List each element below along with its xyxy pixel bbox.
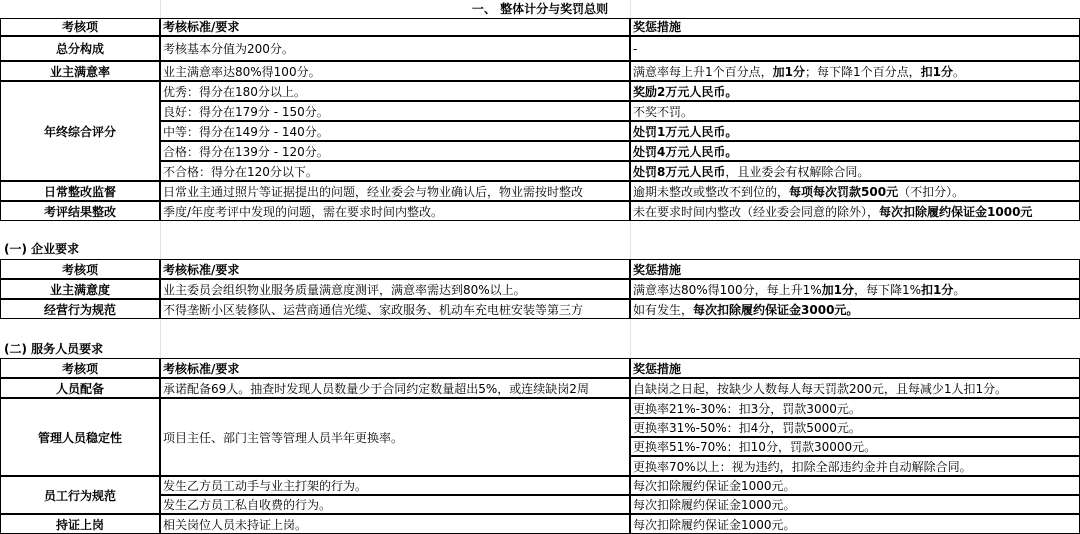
cell-measure[interactable]: 更换率31%-50%：扣4分，罚款5000元。	[630, 418, 1080, 437]
header-item[interactable]: 考核项	[0, 358, 160, 378]
cell-measure[interactable]	[630, 61, 1080, 81]
section-title-staff: (二) 服务人员要求	[4, 342, 104, 356]
measure-text: 逾期未整改或整改不到位的，	[633, 185, 790, 199]
cell-measure[interactable]: 更换率51%-70%：扣10分，罚款30000元。	[630, 437, 1080, 456]
cell-item[interactable]: 管理人员稳定性	[0, 398, 160, 476]
cell-standard[interactable]: 项目主任、部门主管等管理人员半年更换率。	[160, 398, 630, 476]
cell-standard[interactable]: 发生乙方员工私自收费的行为。	[160, 495, 630, 514]
measure-bold: 加1分	[821, 283, 854, 297]
measure-bold: 每次扣除履约保证金1000元	[879, 205, 1033, 219]
cell-measure[interactable]	[630, 181, 1080, 201]
cell-standard[interactable]: 发生乙方员工动手与业主打架的行为。	[160, 476, 630, 495]
header-standard[interactable]: 考核标准/要求	[160, 358, 630, 378]
cell-item[interactable]: 总分构成	[0, 36, 160, 61]
cell-item[interactable]: 考评结果整改	[0, 201, 160, 221]
header-measure[interactable]: 奖惩措施	[630, 259, 1080, 279]
cell-item[interactable]: 年终综合评分	[0, 81, 160, 181]
header-measure[interactable]: 奖惩措施	[630, 358, 1080, 378]
measure-text: 满意率达80%得100分，每上升1%	[633, 283, 822, 297]
measure-text: 如有发生，	[633, 303, 694, 317]
measure-bold: 每次扣除履约保证金3000元。	[693, 303, 859, 317]
cell-standard[interactable]: 合格：得分在139分 - 120分。	[160, 141, 630, 161]
measure-text: ，每下降1%	[853, 283, 922, 297]
measure-bold: 扣1分	[920, 65, 953, 79]
cell-item[interactable]: 员工行为规范	[0, 476, 160, 514]
cell-measure[interactable]	[630, 299, 1080, 319]
measure-bold: 加1分	[772, 65, 805, 79]
cell-measure[interactable]: 更换率70%以上：视为违约，扣除全部违约金并自动解除合同。	[630, 456, 1080, 476]
measure-text: 。	[953, 283, 966, 297]
measure-text: ；每下降1个百分点，	[805, 65, 921, 79]
cell-standard[interactable]: 考核基本分值为200分。	[160, 36, 630, 61]
cell-measure[interactable]: 每次扣除履约保证金1000元。	[630, 495, 1080, 514]
header-item[interactable]: 考核项	[0, 18, 160, 36]
cell-standard[interactable]: 季度/年度考评中发现的问题，需在要求时间内整改。	[160, 201, 630, 221]
measure-text: 未在要求时间内整改（经业委会同意的除外），	[633, 205, 880, 219]
cell-item[interactable]: 人员配备	[0, 378, 160, 398]
cell-measure[interactable]: 每次扣除履约保证金1000元。	[630, 514, 1080, 534]
measure-bold: 扣1分	[921, 283, 954, 297]
header-standard[interactable]: 考核标准/要求	[160, 18, 630, 36]
cell-standard[interactable]: 不合格：得分在120分以下。	[160, 161, 630, 181]
cell-standard[interactable]: 业主满意率达80%得100分。	[160, 61, 630, 81]
section-title-enterprise: (一) 企业要求	[4, 242, 80, 256]
cell-standard[interactable]: 相关岗位人员未持证上岗。	[160, 514, 630, 534]
cell-standard[interactable]: 良好：得分在179分 - 150分。	[160, 101, 630, 121]
cell-item[interactable]: 业主满意率	[0, 61, 160, 81]
cell-standard[interactable]: 优秀：得分在180分以上。	[160, 81, 630, 101]
cell-standard[interactable]: 业主委员会组织物业服务质量满意度测评，满意率需达到80%以上。	[160, 279, 630, 299]
cell-measure[interactable]: 每次扣除履约保证金1000元。	[630, 476, 1080, 495]
cell-measure[interactable]	[630, 201, 1080, 221]
header-measure[interactable]: 奖惩措施	[630, 18, 1080, 36]
cell-measure[interactable]	[630, 101, 1080, 121]
header-standard[interactable]: 考核标准/要求	[160, 259, 630, 279]
cell-item[interactable]: 持证上岗	[0, 514, 160, 534]
cell-measure[interactable]: 自缺岗之日起，按缺少人数每人每天罚款200元，且每减少1人扣1分。	[630, 378, 1080, 398]
cell-measure[interactable]	[630, 121, 1080, 141]
measure-bold: 处罚1万元人民币。	[633, 125, 738, 139]
cell-standard[interactable]: 不得垄断小区装修队、运营商通信光缆、家政服务、机动车充电桩安装等第三方	[160, 299, 630, 319]
cell-item[interactable]: 经营行为规范	[0, 299, 160, 319]
cell-measure[interactable]	[630, 279, 1080, 299]
cell-standard[interactable]: 承诺配备69人。抽查时发现人员数量少于合同约定数量超出5%，或连续缺岗2周	[160, 378, 630, 398]
header-item[interactable]: 考核项	[0, 259, 160, 279]
cell-measure[interactable]: -	[630, 36, 1080, 61]
cell-measure[interactable]	[630, 81, 1080, 101]
cell-measure[interactable]	[630, 141, 1080, 161]
sheet-title: 一、 整体计分与奖罚总则	[471, 2, 609, 16]
cell-standard[interactable]: 日常业主通过照片等证据提出的问题，经业委会与物业确认后，物业需按时整改	[160, 181, 630, 201]
measure-text: 满意率每上升1个百分点，	[633, 65, 773, 79]
measure-text: 。	[953, 65, 966, 79]
measure-text: （不扣分）。	[898, 185, 965, 199]
cell-item[interactable]: 日常整改监督	[0, 181, 160, 201]
measure-bold: 每项每次罚款500元	[789, 185, 899, 199]
cell-measure[interactable]	[630, 161, 1080, 181]
measure-text: ，且业委会有权解除合同。	[725, 165, 870, 179]
measure-bold: 处罚8万元人民币	[633, 165, 726, 179]
cell-measure[interactable]: 更换率21%-30%：扣3分，罚款3000元。	[630, 398, 1080, 418]
cell-item[interactable]: 业主满意度	[0, 279, 160, 299]
cell-standard[interactable]: 中等：得分在149分 - 140分。	[160, 121, 630, 141]
measure-text: 不奖不罚。	[633, 105, 694, 119]
measure-bold: 奖励2万元人民币。	[633, 85, 738, 99]
measure-bold: 处罚4万元人民币。	[633, 145, 738, 159]
